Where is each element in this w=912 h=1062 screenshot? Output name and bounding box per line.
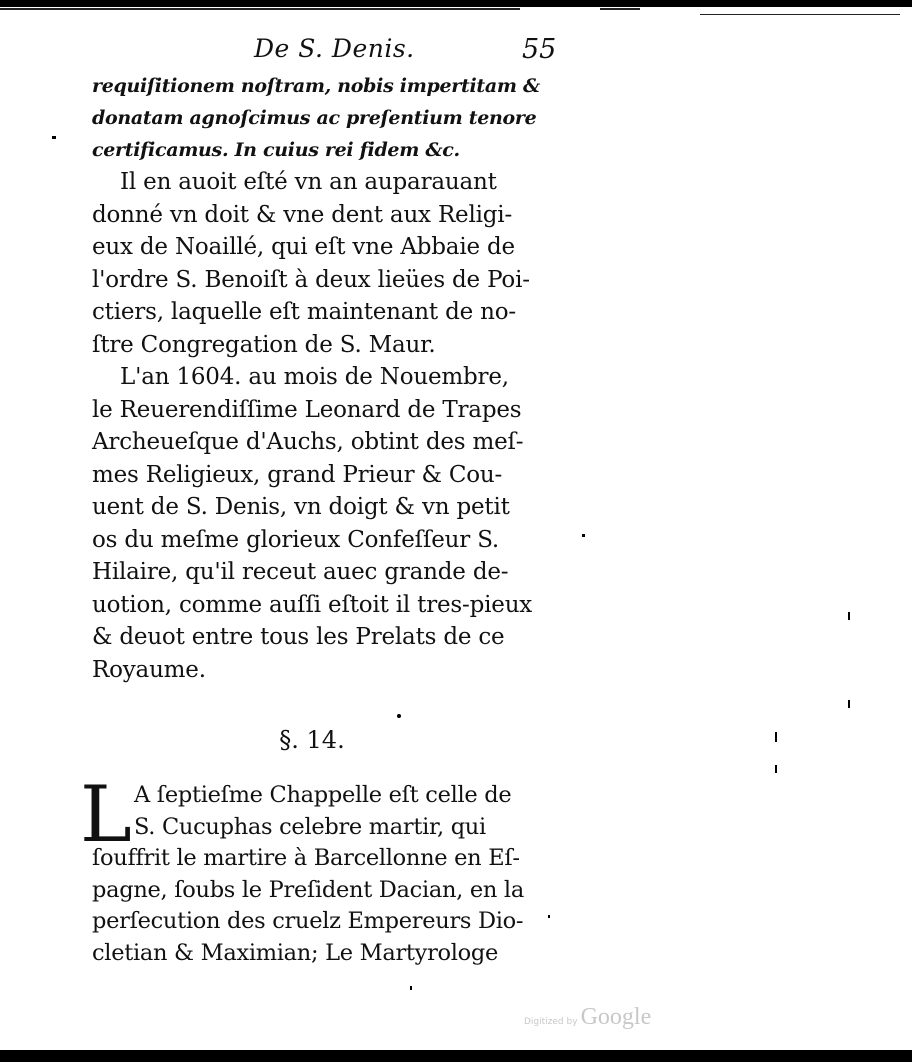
paragraph-2 <box>92 361 562 686</box>
scan-streak <box>600 8 640 10</box>
scan-streak <box>0 8 520 10</box>
text-line: l'ordre S. Benoiſt à deux lieües de Poi- <box>92 266 530 293</box>
paragraph-1 <box>92 166 562 361</box>
ink-speck <box>848 612 850 620</box>
running-title: De S. Denis. <box>254 34 415 63</box>
digitized-by-google-watermark <box>524 1004 651 1031</box>
text-line: uotion, comme auſſi eſtoit il tres-pieux <box>92 591 533 618</box>
text-line: Hilaire, qu'il receut auec grande de- <box>92 559 509 585</box>
text-line: A ſeptieſme Chappelle eſt celle de <box>134 782 512 808</box>
text-line: donné vn doit & vne dent aux Religi- <box>92 201 513 228</box>
ink-speck <box>52 136 56 139</box>
text-line: certificamus. In cuius rei fidem &c. <box>92 139 460 161</box>
text-line: donatam agnoſcimus ac preſentium tenore <box>92 107 537 129</box>
paragraph-3 <box>80 770 562 969</box>
google-logo: Google <box>580 1004 652 1030</box>
text-line: Archeueſque d'Auchs, obtint des meſ- <box>92 429 524 455</box>
ink-speck <box>410 986 412 990</box>
scan-top-edge <box>0 0 912 22</box>
text-line: Royaume. <box>92 656 206 683</box>
book-page <box>80 30 562 969</box>
ink-speck <box>775 732 777 742</box>
scan-bottom-edge <box>0 1050 912 1062</box>
text-line: uent de S. Denis, vn doigt & vn petit <box>92 494 510 520</box>
text-line: S. Cucuphas celebre martir, qui <box>134 813 486 840</box>
text-line: requiſitionem noſtram, nobis impertitam & <box>92 75 540 97</box>
text-line: Il en auoit eſté vn an auparauant <box>120 169 497 195</box>
ink-speck <box>775 765 777 773</box>
latin-quotation <box>92 70 562 166</box>
text-line: ſouffrit le martire à Barcellonne en Eſ- <box>92 845 520 871</box>
ink-speck <box>582 534 585 537</box>
text-line: cletian & Maximian; Le Martyrologe <box>92 939 499 966</box>
scan-streak <box>700 14 900 15</box>
text-line: mes Religieux, grand Prieur & Cou- <box>92 461 503 488</box>
ink-speck <box>397 714 401 718</box>
text-line: le Reuerendiſſime Leonard de Trapes <box>92 396 522 423</box>
text-line: ctiers, laquelle eſt maintenant de no- <box>92 299 516 325</box>
text-line: L'an 1604. au mois de Nouembre, <box>120 364 509 390</box>
text-line: os du meſme glorieux Confeſſeur S. <box>92 526 500 553</box>
text-line: & deuot entre tous les Prelats de ce <box>92 624 505 650</box>
text-line: eux de Noaillé, qui eſt vne Abbaie de <box>92 234 515 260</box>
text-line: perſecution des cruelz Empereurs Dio- <box>92 908 524 934</box>
page-header <box>92 30 562 70</box>
text-line: pagne, ſoubs le Preſident Dacian, en la <box>92 876 524 903</box>
text-line: ſtre Congregation de S. Maur. <box>92 331 436 358</box>
page-number: 55 <box>522 34 557 65</box>
ink-speck <box>548 915 550 918</box>
drop-cap: L <box>80 770 132 860</box>
ink-speck <box>848 700 850 708</box>
section-heading: §. 14. <box>279 726 345 754</box>
watermark-prefix: Digitized by <box>524 1017 578 1027</box>
